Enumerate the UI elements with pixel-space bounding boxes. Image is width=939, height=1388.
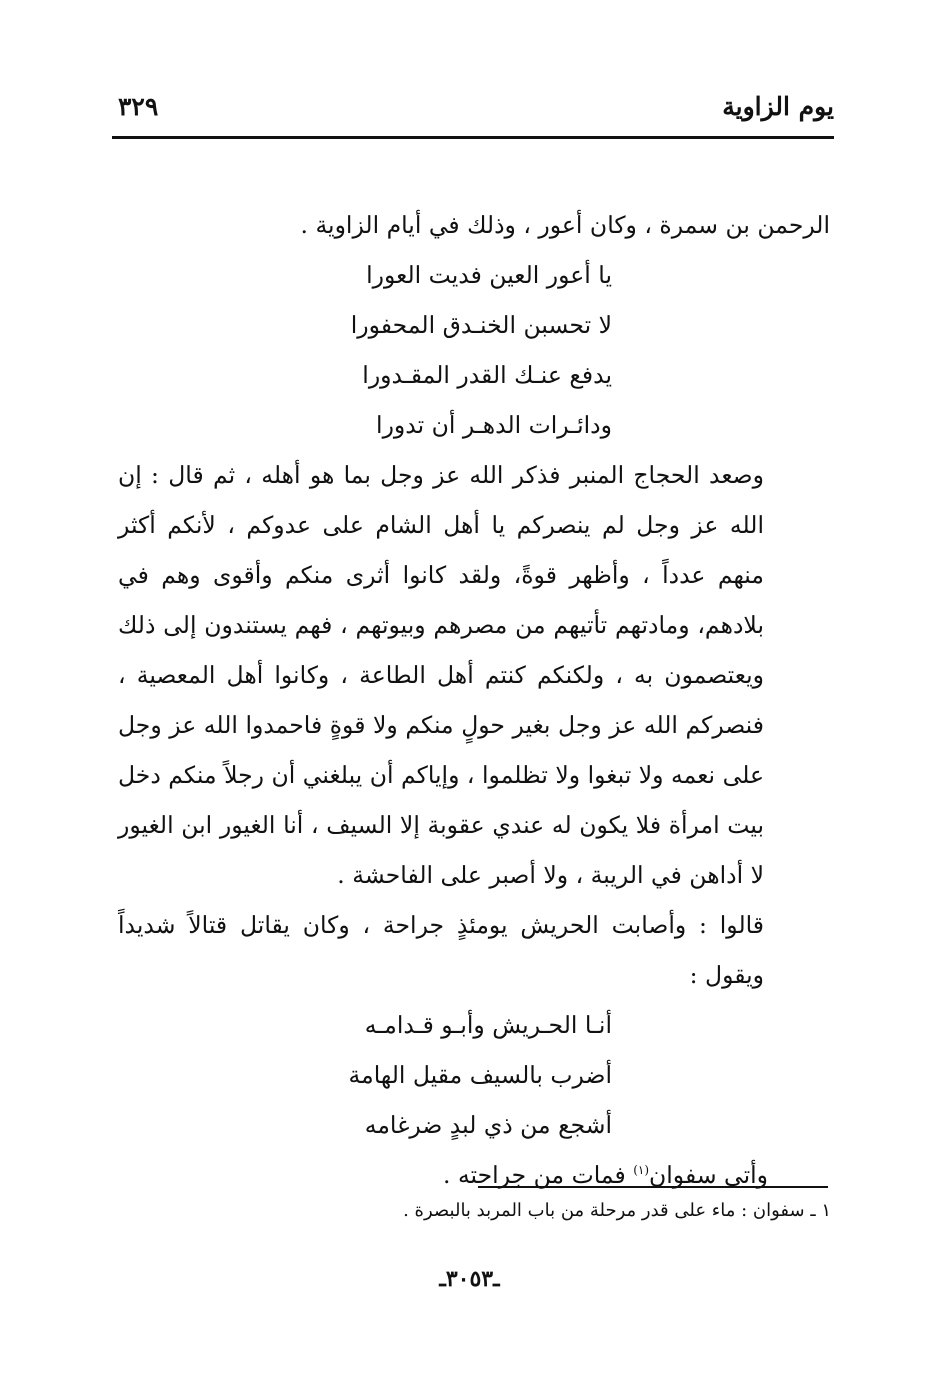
page-header: [112, 92, 834, 136]
verse-block-2: [302, 1000, 830, 1150]
page-number-bottom: ـ٣٠٥٣ـ: [439, 1266, 500, 1292]
intro-line: الرحمن بن سمرة ، وكان أعور ، وذلك في أيام الزاوية .: [300, 211, 830, 239]
footnote: ١ ـ سفوان : ماء على قدر مرحلة من باب المربد بالبصرة .: [403, 1200, 831, 1221]
footnote-rule: [478, 1186, 828, 1188]
paragraph-speech: وصعد الحجاج المنبر فذكر الله عز وجل بما هو أهله ، ثم قال : إن الله عز وجل لم ينصركم يا أهل الشام على عدوكم ، لأنكم أكثر منهم عدداً ، وأظهر قوةً، ولقد كانوا أثرى منكم وأقوى وهم في بلادهم، ومادتهم تأتيهم من مصرهم وبيوتهم ، فهم يستندون إلى ذلك ويعتصمون به ، ولكنكم كنتم أهل الطاعة ، وكانوا أهل المعصية ، فنصركم الله عز وجل بغير حولٍ منكم ولا قوةٍ فاحمدوا الله عز وجل على نعمه ولا تبغوا ولا تظلموا ، وإياكم أن يبلغني أن رجلاً منكم دخل بيت امرأة فلا يكون له عندي عقوبة إلا السيف ، أنا الغيور ابن الغيور لا أداهن في الريبة ، ولا أصبر على الفاحشة .: [118, 461, 764, 889]
closing-text-end: فمات من جراحته .: [443, 1161, 634, 1189]
running-title: يوم الزاوية: [722, 92, 834, 121]
footnote-reference[interactable]: (١): [633, 1163, 650, 1178]
verse-line: ودائـرات الدهـر أن تدورا: [376, 411, 612, 439]
closing-text-start: وأتى سفوان: [649, 1161, 768, 1189]
verse-block-1: [302, 250, 830, 450]
main-text: [118, 200, 830, 1200]
paragraph-harish: قالوا : وأصابت الحريش يومئذٍ جراحة ، وكان يقاتل قتالاً شديداً ويقول :: [118, 911, 764, 989]
verse-line: أضرب بالسيف مقيل الهامة: [348, 1061, 612, 1089]
verse-line: يدفع عنـك القدر المقـدورا: [362, 361, 612, 389]
page-number-top: ٣٢٩: [118, 92, 159, 121]
verse-line: أشجع من ذي لبدٍ ضرغامه: [364, 1111, 612, 1139]
verse-line: يا أعور العين فديت العورا: [366, 261, 612, 289]
verse-line: أنـا الحـريش وأبـو قـدامـه: [364, 1011, 612, 1039]
verse-line: لا تحسبن الخنـدق المحفورا: [350, 311, 612, 339]
header-rule: [112, 136, 834, 139]
closing-line: [118, 1150, 830, 1200]
